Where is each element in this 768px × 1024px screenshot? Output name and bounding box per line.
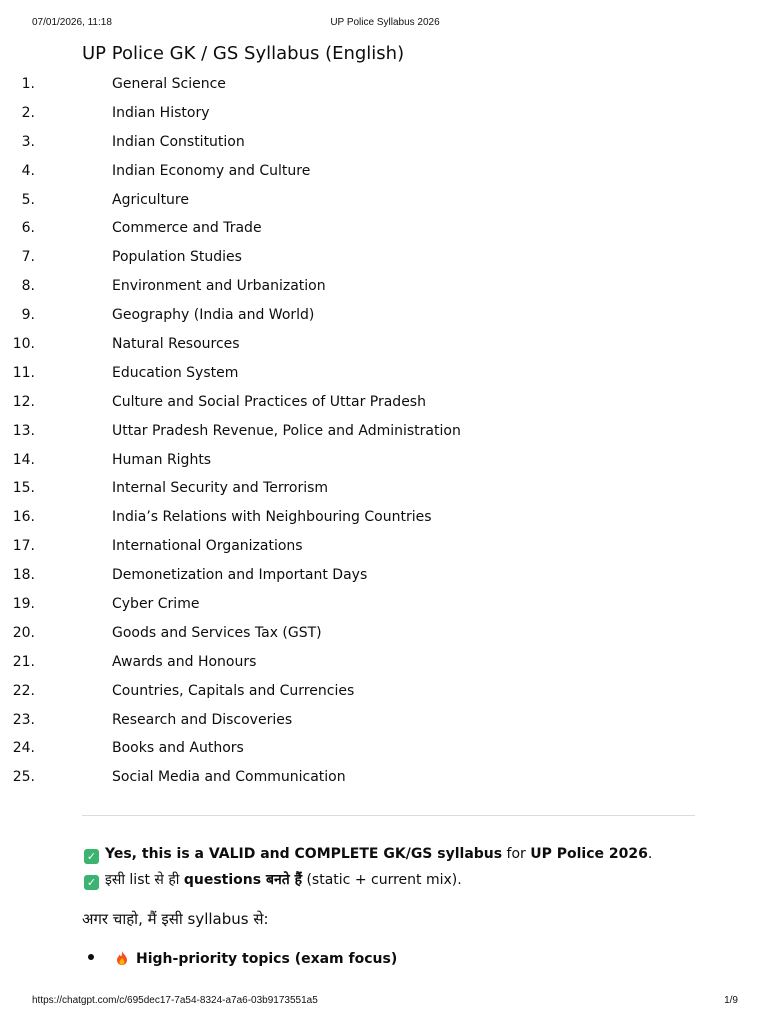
list-item-number: 14. <box>12 451 35 468</box>
list-item-text: Uttar Pradesh Revenue, Police and Administration <box>112 422 461 439</box>
list-item-text: Geography (India and World) <box>112 307 315 324</box>
list-item-number: 22. <box>12 682 35 699</box>
list-item-text: Demonetization and Important Days <box>112 567 368 584</box>
list-item-number: 6. <box>21 220 35 237</box>
list-item-text: Goods and Services Tax (GST) <box>112 624 322 641</box>
print-url[interactable]: https://chatgpt.com/c/695dec17-7a54-8324-a7a6-03b9173551a5 <box>32 995 318 1006</box>
print-datetime: 07/01/2026, 11:18 <box>32 17 112 28</box>
print-doc-title: UP Police Syllabus 2026 <box>330 17 440 28</box>
confirm-bold-2: UP Police 2026 <box>530 846 648 862</box>
check-mark-icon: ✓ <box>84 875 99 890</box>
syllabus-topic-list <box>0 72 700 794</box>
list-item <box>0 650 700 679</box>
list-item-number: 20. <box>12 624 35 641</box>
list-item-text: Natural Resources <box>112 336 240 353</box>
list-item-number: 23. <box>12 711 35 728</box>
offer-text: अगर चाहो, मैं इसी syllabus से: <box>82 910 269 928</box>
list-item <box>0 621 700 650</box>
list-item-text: Commerce and Trade <box>112 220 262 237</box>
list-item <box>0 274 700 303</box>
list-item-number: 9. <box>21 307 35 324</box>
list-item-number: 15. <box>12 480 35 497</box>
confirm-end: . <box>647 846 653 862</box>
list-item-number: 7. <box>21 249 35 266</box>
list-item-text: Population Studies <box>112 249 242 266</box>
list-item-text: Indian History <box>112 104 210 121</box>
list-item <box>0 303 700 332</box>
list-item <box>0 505 700 534</box>
confirm-line <box>84 843 652 865</box>
page-title: UP Police GK / GS Syllabus (English) <box>82 43 405 64</box>
note-text-1: इसी list से ही <box>105 872 184 888</box>
list-item <box>0 708 700 737</box>
list-item-number: 11. <box>12 364 35 381</box>
list-item <box>88 948 397 970</box>
list-item-number: 16. <box>12 509 35 526</box>
list-item-text: Social Media and Communication <box>112 769 346 786</box>
check-mark-icon: ✓ <box>84 849 99 864</box>
list-item-number: 19. <box>12 596 35 613</box>
note-line <box>84 869 462 891</box>
list-item-text: India’s Relations with Neighbouring Countries <box>112 509 432 526</box>
list-item-number: 24. <box>12 740 35 757</box>
list-item-number: 18. <box>12 567 35 584</box>
list-item <box>0 736 700 765</box>
list-item <box>0 765 700 794</box>
list-item <box>0 159 700 188</box>
list-item-number: 4. <box>21 162 35 179</box>
print-page-number: 1/9 <box>724 995 738 1006</box>
print-header <box>32 17 738 31</box>
list-item-text: Education System <box>112 364 239 381</box>
list-item <box>0 130 700 159</box>
list-item <box>0 563 700 592</box>
list-item-number: 21. <box>12 653 35 670</box>
list-item <box>0 679 700 708</box>
list-item <box>0 592 700 621</box>
list-item-number: 1. <box>21 76 35 92</box>
list-item-text: Indian Constitution <box>112 133 245 150</box>
list-item-text: Indian Economy and Culture <box>112 162 311 179</box>
bullet-dot <box>88 954 94 960</box>
list-item-text: Human Rights <box>112 451 212 468</box>
list-item <box>0 448 700 477</box>
confirm-mid: for <box>502 846 531 862</box>
list-item-text: Cyber Crime <box>112 596 200 613</box>
list-item <box>0 188 700 217</box>
list-item <box>0 390 700 419</box>
list-item-text: Internal Security and Terrorism <box>112 480 329 497</box>
list-item-text: Environment and Urbanization <box>112 278 326 295</box>
list-item-number: 10. <box>12 336 35 353</box>
list-item-number: 8. <box>21 278 35 295</box>
list-item-text: Culture and Social Practices of Uttar Pradesh <box>112 393 426 410</box>
list-item <box>0 361 700 390</box>
list-item-text: Countries, Capitals and Currencies <box>112 682 355 699</box>
list-item <box>0 72 700 101</box>
print-footer <box>32 995 738 1009</box>
list-item <box>0 332 700 361</box>
list-item-text: General Science <box>112 76 226 92</box>
list-item-text: Research and Discoveries <box>112 711 293 728</box>
list-item-number: 5. <box>21 191 35 208</box>
list-item <box>0 476 700 505</box>
confirm-bold-1: Yes, this is a VALID and COMPLETE GK/GS syllabus <box>105 846 503 862</box>
list-item-number: 3. <box>21 133 35 150</box>
list-item-number: 2. <box>21 104 35 121</box>
list-item <box>0 245 700 274</box>
list-item <box>0 101 700 130</box>
fire-icon <box>116 951 128 965</box>
list-item-text: Awards and Honours <box>112 653 257 670</box>
list-item-text: Books and Authors <box>112 740 244 757</box>
list-item-number: 13. <box>12 422 35 439</box>
list-item <box>0 419 700 448</box>
list-item-text: Agriculture <box>112 191 189 208</box>
bullet-text: High-priority topics (exam focus) <box>136 951 398 967</box>
list-item-number: 17. <box>12 538 35 555</box>
note-text-2: (static + current mix). <box>302 872 462 888</box>
list-item-number: 25. <box>12 769 35 786</box>
list-item <box>0 216 700 245</box>
list-item <box>0 534 700 563</box>
list-item-text: International Organizations <box>112 538 303 555</box>
list-item-number: 12. <box>12 393 35 410</box>
divider <box>82 815 695 816</box>
note-bold: questions बनते हैं <box>183 872 303 888</box>
